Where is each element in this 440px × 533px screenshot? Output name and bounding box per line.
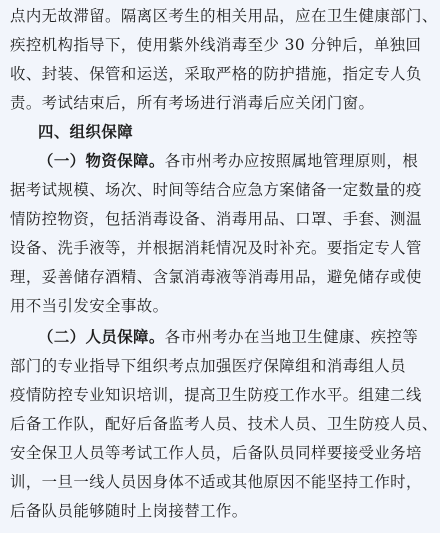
- paragraph-line: 疫情防控专业知识培训，提高卫生防疫工作水平。组建二线: [10, 386, 422, 404]
- paragraph-line: 点内无故滞留。隔离区考生的相关用品，应在卫生健康部门、: [10, 7, 438, 25]
- paragraph-first-line: [38, 147, 438, 175]
- paragraph-line: 情防控物资，包括消毒设备、消毒用品、口罩、手套、测温: [10, 210, 422, 228]
- paragraph-line: 责。考试结束后，所有考场进行消毒后应关闭门窗。: [10, 94, 375, 112]
- paragraph-line: 安全保卫人员等考试工作人员，后备队员同样要接受业务培: [10, 444, 422, 462]
- paragraph-line: 后备工作队，配好后备监考人员、技术人员、卫生防疫人员、: [10, 415, 438, 433]
- paragraph-line: 据考试规模、场次、时间等结合应急方案储备一定数量的疫: [10, 181, 422, 199]
- section-heading: 四、组织保障: [38, 123, 134, 141]
- paragraph-line: 设备、洗手液等，并根据消耗情况及时补充。要指定专人管: [10, 239, 422, 257]
- paragraph-line: 理，妥善储存酒精、含氯消毒液等消毒用品，避免储存或使: [10, 268, 422, 286]
- paragraph-first-line: [38, 323, 438, 351]
- paragraph-line: 后备队员能够随时上岗接替工作。: [10, 502, 248, 520]
- paragraph-text: 各市州考办应按照属地管理原则，根: [164, 152, 419, 170]
- paragraph-line: 用不当引发安全事故。: [10, 297, 169, 315]
- subsection-lead: （二）人员保障。: [38, 328, 165, 346]
- paragraph-line: 收、封装、保管和运送，采取严格的防护措施，指定专人负: [10, 65, 422, 83]
- paragraph-line: 部门的专业指导下组织考点加强医疗保障组和消毒组人员: [10, 357, 407, 375]
- paragraph-line: 训，一旦一线人员因身体不适或其他原因不能坚持工作时，: [10, 473, 422, 491]
- paragraph-text: 各市州考办在当地卫生健康、疾控等: [164, 328, 419, 346]
- paragraph-line: 疾控机构指导下，使用紫外线消毒至少 30 分钟后，单独回: [10, 36, 422, 54]
- subsection-lead: （一）物资保障。: [38, 152, 165, 170]
